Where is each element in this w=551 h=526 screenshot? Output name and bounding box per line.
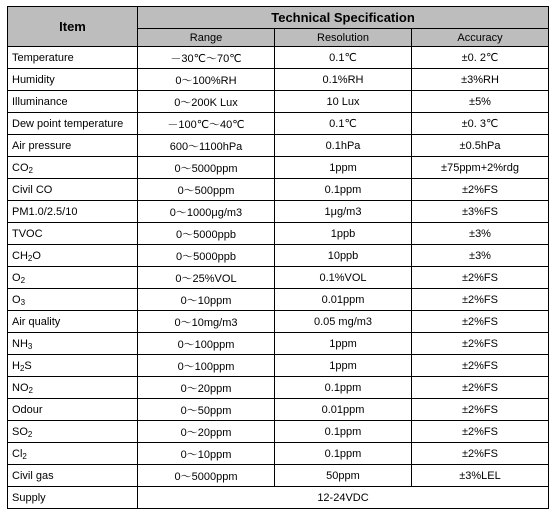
range-cell: 0～5000ppm: [138, 465, 275, 487]
accuracy-cell: ±2%FS: [412, 311, 549, 333]
item-formula-subscript: 2: [27, 429, 33, 439]
item-cell: Illuminance: [8, 91, 138, 113]
range-cell: －30℃～70℃: [138, 47, 275, 69]
range-cell: 0～20ppm: [138, 377, 275, 399]
resolution-cell: 0.1ppm: [275, 179, 412, 201]
item-cell: PM1.0/2.5/10: [8, 201, 138, 223]
resolution-cell: 0.1ppm: [275, 443, 412, 465]
accuracy-cell: ±0. 2℃: [412, 47, 549, 69]
item-formula-base: CH: [12, 249, 28, 262]
resolution-cell: 0.1%RH: [275, 69, 412, 91]
range-cell: 0～20ppm: [138, 421, 275, 443]
range-cell: 0～50ppm: [138, 399, 275, 421]
resolution-cell: 10 Lux: [275, 91, 412, 113]
technical-specification-table: [7, 6, 549, 509]
accuracy-cell: ±2%FS: [412, 355, 549, 377]
item-formula-subscript: 2: [22, 451, 27, 461]
header-row-main: [8, 7, 549, 29]
accuracy-cell: ±5%: [412, 91, 549, 113]
header-range: Range: [138, 29, 275, 47]
item-cell: Air quality: [8, 311, 138, 333]
table-row: [8, 47, 549, 69]
range-cell: －100℃～40℃: [138, 113, 275, 135]
accuracy-cell: ±0. 3℃: [412, 113, 549, 135]
resolution-cell: 0.1hPa: [275, 135, 412, 157]
item-formula-subscript: 2: [28, 165, 33, 175]
item-formula-subscript: 3: [20, 297, 26, 307]
table-row: [8, 355, 549, 377]
resolution-cell: 0.01ppm: [275, 399, 412, 421]
resolution-cell: 0.1ppm: [275, 377, 412, 399]
accuracy-cell: ±3%: [412, 223, 549, 245]
range-cell: 600～1100hPa: [138, 135, 275, 157]
item-cell: TVOC: [8, 223, 138, 245]
resolution-cell: 0.1%VOL: [275, 267, 412, 289]
table-row: [8, 333, 549, 355]
item-formula-subscript: 2: [20, 275, 26, 285]
table-row: [8, 267, 549, 289]
item-formula-base: SO: [12, 425, 28, 438]
accuracy-cell: ±3%FS: [412, 201, 549, 223]
resolution-cell: 1ppm: [275, 157, 412, 179]
table-row: [8, 377, 549, 399]
accuracy-cell: ±75ppm+2%rdg: [412, 157, 549, 179]
header-technical-specification: Technical Specification: [138, 7, 549, 29]
item-cell: [8, 267, 138, 289]
resolution-cell: 0.1℃: [275, 47, 412, 69]
accuracy-cell: ±2%FS: [412, 443, 549, 465]
item-cell: Dew point temperature: [8, 113, 138, 135]
accuracy-cell: ±3%RH: [412, 69, 549, 91]
item-formula-subscript: 2: [27, 253, 33, 263]
supply-label: Supply: [8, 487, 138, 509]
range-cell: 0～100ppm: [138, 355, 275, 377]
accuracy-cell: ±2%FS: [412, 179, 549, 201]
accuracy-cell: ±2%FS: [412, 377, 549, 399]
item-cell: Temperature: [8, 47, 138, 69]
resolution-cell: 1ppb: [275, 223, 412, 245]
table-row: [8, 179, 549, 201]
range-cell: 0～5000ppb: [138, 245, 275, 267]
accuracy-cell: ±3%LEL: [412, 465, 549, 487]
spec-body: [8, 47, 549, 487]
item-cell: [8, 443, 138, 465]
item-cell: [8, 421, 138, 443]
table-row: [8, 91, 549, 113]
accuracy-cell: ±2%FS: [412, 289, 549, 311]
table-row: [8, 157, 549, 179]
item-formula-base: NH: [12, 337, 28, 350]
header-item: Item: [8, 7, 138, 47]
table-row: [8, 135, 549, 157]
resolution-cell: 0.1ppm: [275, 421, 412, 443]
resolution-cell: 0.1℃: [275, 113, 412, 135]
range-cell: 0～25%VOL: [138, 267, 275, 289]
supply-value: 12-24VDC: [138, 487, 549, 509]
range-cell: 0～10mg/m3: [138, 311, 275, 333]
range-cell: 0～5000ppb: [138, 223, 275, 245]
item-cell: [8, 245, 138, 267]
accuracy-cell: ±2%FS: [412, 399, 549, 421]
range-cell: 0～10ppm: [138, 443, 275, 465]
resolution-cell: 0.05 mg/m3: [275, 311, 412, 333]
range-cell: 0～10ppm: [138, 289, 275, 311]
item-cell: Odour: [8, 399, 138, 421]
accuracy-cell: ±0.5hPa: [412, 135, 549, 157]
table-row: [8, 421, 549, 443]
header-resolution: Resolution: [275, 29, 412, 47]
item-cell: [8, 333, 138, 355]
range-cell: 0～100%RH: [138, 69, 275, 91]
item-formula-tail: S: [24, 359, 32, 372]
item-formula-subscript: 3: [27, 341, 33, 351]
item-cell: [8, 355, 138, 377]
resolution-cell: 50ppm: [275, 465, 412, 487]
range-cell: 0～5000ppm: [138, 157, 275, 179]
item-formula-base: CO: [12, 161, 29, 174]
item-cell: Air pressure: [8, 135, 138, 157]
table-row: [8, 311, 549, 333]
item-cell: [8, 289, 138, 311]
table-row: [8, 399, 549, 421]
item-cell: [8, 377, 138, 399]
item-formula-base: H: [12, 359, 20, 372]
item-formula-base: O: [12, 271, 21, 284]
table-row: [8, 69, 549, 91]
accuracy-cell: ±2%FS: [412, 267, 549, 289]
table-row: [8, 201, 549, 223]
resolution-cell: 0.01ppm: [275, 289, 412, 311]
resolution-cell: 1ppm: [275, 355, 412, 377]
range-cell: 0～100ppm: [138, 333, 275, 355]
item-cell: Humidity: [8, 69, 138, 91]
table-row: [8, 289, 549, 311]
resolution-cell: 1ppm: [275, 333, 412, 355]
item-cell: Civil gas: [8, 465, 138, 487]
item-cell: Civil CO: [8, 179, 138, 201]
range-cell: 0～200K Lux: [138, 91, 275, 113]
range-cell: 0～500ppm: [138, 179, 275, 201]
range-cell: 0～1000μg/m3: [138, 201, 275, 223]
table-row: [8, 465, 549, 487]
item-formula-subscript: 2: [28, 385, 33, 395]
accuracy-cell: ±2%FS: [412, 421, 549, 443]
item-formula-base: NO: [12, 381, 29, 394]
header-accuracy: Accuracy: [412, 29, 549, 47]
supply-row: [8, 487, 549, 509]
item-formula-base: O: [12, 293, 21, 306]
table-row: [8, 223, 549, 245]
accuracy-cell: ±3%: [412, 245, 549, 267]
table-row: [8, 245, 549, 267]
table-row: [8, 113, 549, 135]
item-cell: [8, 157, 138, 179]
resolution-cell: 1μg/m3: [275, 201, 412, 223]
item-formula-base: Cl: [12, 447, 23, 460]
item-formula-tail: O: [32, 249, 41, 262]
resolution-cell: 10ppb: [275, 245, 412, 267]
accuracy-cell: ±2%FS: [412, 333, 549, 355]
item-formula-subscript: 2: [19, 363, 25, 373]
table-row: [8, 443, 549, 465]
